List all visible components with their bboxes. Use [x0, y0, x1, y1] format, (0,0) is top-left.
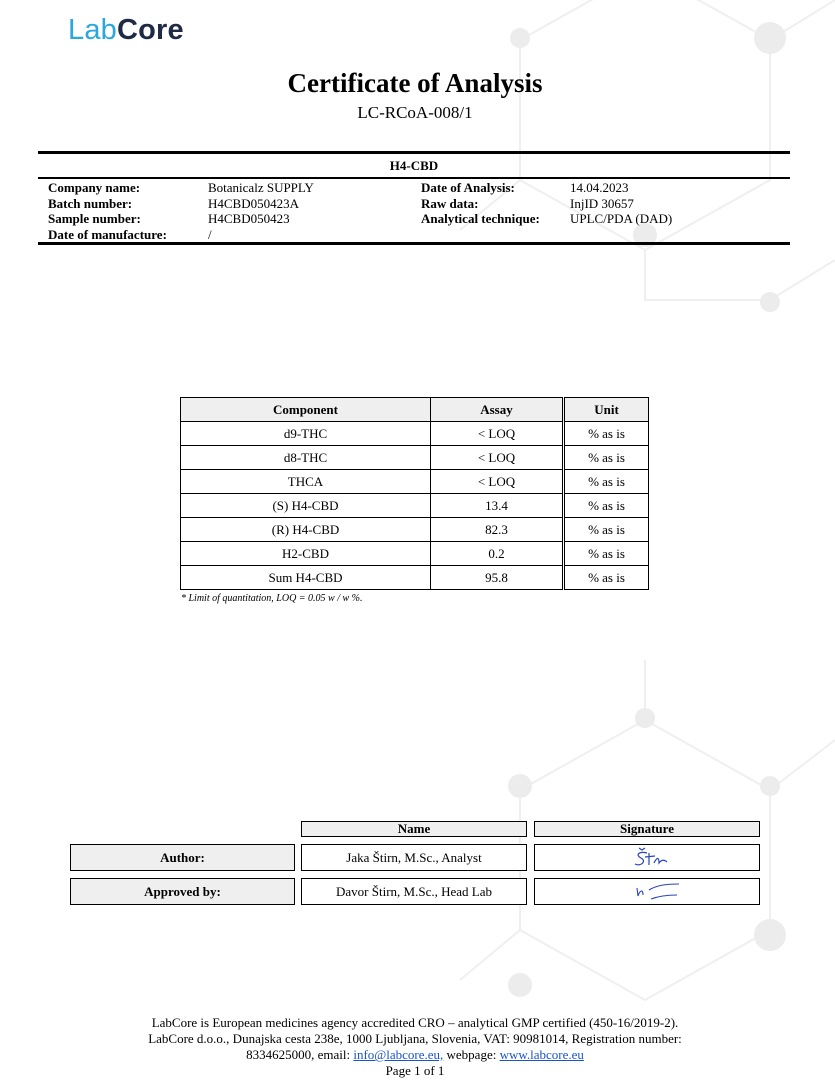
logo-text-core: Core: [117, 14, 184, 46]
header-top-rule: [38, 151, 790, 154]
loq-footnote: * Limit of quantitation, LOQ = 0.05 w / w %.: [181, 593, 363, 604]
assay-cell: 95.8: [431, 566, 564, 590]
results-header-row: [181, 398, 649, 422]
component-cell: d9-THC: [181, 422, 431, 446]
col-header-component: Component: [181, 398, 431, 422]
info-values-left: [208, 180, 314, 242]
page-number: Page 1 of 1: [385, 1063, 445, 1078]
document-code: LC-RCoA-008/1: [357, 103, 473, 122]
component-cell: H2-CBD: [181, 542, 431, 566]
assay-cell: 0.2: [431, 542, 564, 566]
name-column-header: Name: [301, 821, 527, 837]
analysis-date-label: Date of Analysis:: [421, 180, 515, 195]
product-name: H4-CBD: [389, 158, 439, 173]
sample-label: Sample number:: [48, 211, 141, 226]
raw-data-value: InjID 30657: [570, 195, 634, 211]
unit-cell: % as is: [564, 542, 649, 566]
table-row: [181, 518, 649, 542]
approved-signature: [534, 878, 760, 905]
batch-value: H4CBD050423A: [208, 195, 300, 211]
approved-signature-scribble: [607, 879, 687, 905]
footer-address: LabCore d.o.o., Dunajska cesta 238e, 1000 Ljubljana, Slovenia, VAT: 90981014, Registration number:: [148, 1031, 682, 1046]
table-row: [181, 470, 649, 494]
table-row: [181, 422, 649, 446]
analysis-date-value: 14.04.2023: [570, 180, 629, 195]
footer-contact-mid: webpage:: [443, 1047, 500, 1062]
assay-cell: < LOQ: [431, 470, 564, 494]
component-cell: Sum H4-CBD: [181, 566, 431, 590]
logo-text-lab: Lab: [68, 14, 117, 46]
author-label: Author:: [70, 844, 295, 871]
sample-value: H4CBD050423: [208, 211, 290, 226]
signature-column-header: Signature: [534, 821, 760, 837]
approved-by-name: Davor Štirn, M.Sc., Head Lab: [301, 878, 527, 905]
footer-accreditation: LabCore is European medicines agency accredited CRO – analytical GMP certified (450-16/2019-2).: [151, 1015, 679, 1030]
assay-cell: 82.3: [431, 518, 564, 542]
table-row: [181, 566, 649, 590]
header-mid-rule: [38, 177, 790, 179]
info-values-right: [570, 180, 672, 227]
footer-contact-prefix: 8334625000, email:: [246, 1047, 354, 1062]
results-table: [180, 397, 649, 590]
technique-value: UPLC/PDA (DAD): [570, 211, 673, 226]
assay-cell: < LOQ: [431, 446, 564, 470]
table-row: [181, 494, 649, 518]
email-link[interactable]: info@labcore.eu,: [353, 1047, 444, 1062]
manufacture-value: /: [208, 226, 212, 242]
manufacture-label: Date of manufacture:: [48, 226, 167, 242]
assay-cell: < LOQ: [431, 422, 564, 446]
component-cell: (S) H4-CBD: [181, 494, 431, 518]
header-bottom-rule: [38, 242, 790, 245]
author-signature-scribble: [607, 845, 687, 871]
info-labels-left: [48, 180, 167, 242]
unit-cell: % as is: [564, 494, 649, 518]
unit-cell: % as is: [564, 566, 649, 590]
technique-label: Analytical technique:: [421, 211, 540, 226]
author-name: Jaka Štirn, M.Sc., Analyst: [301, 844, 527, 871]
assay-cell: 13.4: [431, 494, 564, 518]
unit-cell: % as is: [564, 446, 649, 470]
batch-label: Batch number:: [48, 195, 133, 211]
component-cell: d8-THC: [181, 446, 431, 470]
table-row: [181, 542, 649, 566]
labcore-logo: [68, 14, 184, 47]
company-label: Company name:: [48, 180, 141, 195]
company-value: Botanicalz SUPPLY: [208, 180, 314, 195]
component-cell: THCA: [181, 470, 431, 494]
col-header-unit: Unit: [564, 398, 649, 422]
website-link[interactable]: www.labcore.eu: [499, 1047, 584, 1062]
footer: [0, 1015, 830, 1079]
footer-contact: [0, 1047, 830, 1063]
raw-data-label: Raw data:: [421, 195, 479, 211]
unit-cell: % as is: [564, 518, 649, 542]
approved-by-label: Approved by:: [70, 878, 295, 905]
table-row: [181, 446, 649, 470]
sample-info-block: [0, 180, 835, 242]
author-signature: [534, 844, 760, 871]
document-title: Certificate of Analysis: [287, 68, 543, 98]
unit-cell: % as is: [564, 422, 649, 446]
component-cell: (R) H4-CBD: [181, 518, 431, 542]
info-labels-right: [421, 180, 540, 227]
col-header-assay: Assay: [431, 398, 564, 422]
unit-cell: % as is: [564, 470, 649, 494]
